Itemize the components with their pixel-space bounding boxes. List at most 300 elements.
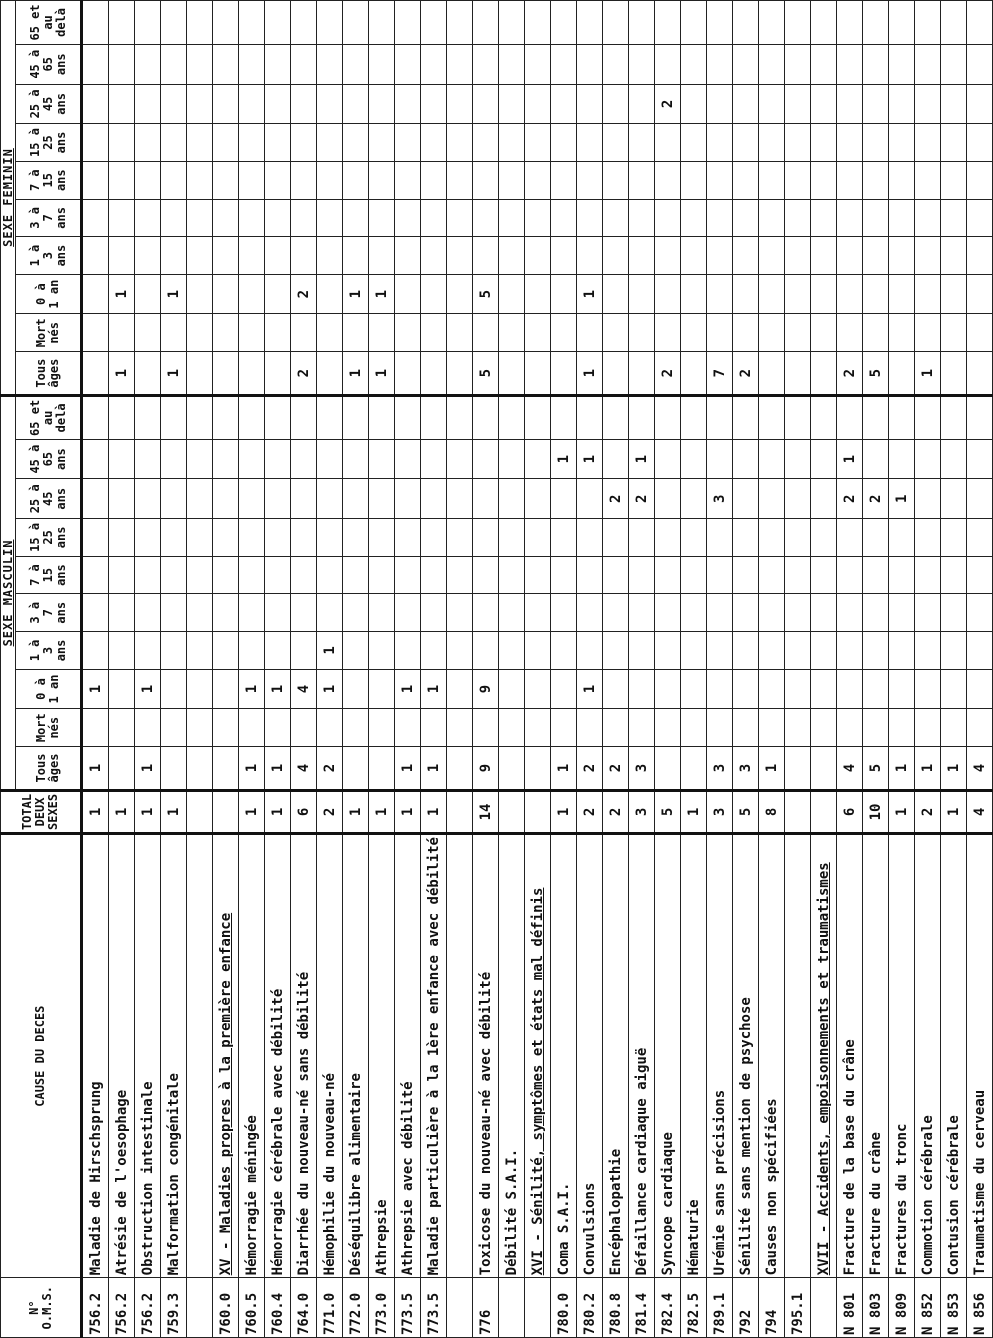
total-cell: 1 [551,790,577,833]
total-cell: 1 [135,790,161,833]
feminin-count-cell [915,1,941,45]
feminin-count-cell [863,314,889,352]
masculin-count-cell [82,556,109,594]
feminin-count-cell: 2 [733,352,759,396]
oms-code-cell: 795.1 [785,1278,811,1338]
feminin-count-cell [447,237,473,275]
feminin-count-cell [759,274,785,313]
masculin-count-cell [499,594,525,632]
feminin-count-cell [421,274,447,313]
masculin-count-cell [213,396,239,440]
feminin-count-cell [811,274,837,313]
cause-cell: Maladie particulière à la 1ère enfance avec débilité [421,834,447,1278]
masculin-count-cell [785,396,811,440]
masculin-count-cell: 1 [239,669,265,708]
feminin-count-cell [863,199,889,237]
masculin-count-cell [213,479,239,519]
masculin-count-cell [525,669,551,708]
oms-code-cell: 756.2 [135,1278,161,1338]
masculin-count-cell [941,439,967,479]
table-row [707,1,733,1338]
feminin-count-cell [447,314,473,352]
feminin-count-cell [369,1,395,45]
masculin-count-cell: 1 [889,479,915,519]
feminin-count-cell [733,314,759,352]
masculin-count-cell [915,632,941,670]
masculin-count-cell [421,594,447,632]
age-header-masculin: 65 et au delà [16,396,82,440]
feminin-count-cell [733,84,759,124]
masculin-count-cell [811,479,837,519]
total-cell [525,790,551,833]
masculin-count-cell [343,556,369,594]
feminin-count-cell [473,124,499,162]
feminin-count-cell [499,352,525,396]
masculin-count-cell [239,709,265,747]
feminin-count-cell [629,199,655,237]
feminin-count-cell [603,84,629,124]
age-header-feminin: 0 à 1 an [16,274,82,313]
masculin-count-cell: 4 [967,747,993,791]
feminin-count-cell [447,44,473,84]
feminin-count-cell [759,314,785,352]
masculin-count-cell: 1 [551,747,577,791]
masculin-count-cell [369,556,395,594]
total-cell: 1 [889,790,915,833]
feminin-count-cell [551,352,577,396]
masculin-count-cell: 1 [629,439,655,479]
cause-header: CAUSE DU DECES [1,834,82,1278]
masculin-count-cell [915,594,941,632]
feminin-count-cell [629,44,655,84]
total-cell: 1 [369,790,395,833]
masculin-count-cell [759,669,785,708]
masculin-count-cell [941,479,967,519]
masculin-count-cell [291,396,317,440]
masculin-count-cell [681,556,707,594]
masculin-count-cell [863,556,889,594]
masculin-count-cell [395,556,421,594]
masculin-count-cell [239,632,265,670]
masculin-count-cell [239,479,265,519]
feminin-count-cell [941,199,967,237]
masculin-count-cell [941,669,967,708]
masculin-count-cell: 3 [733,747,759,791]
feminin-count-cell [421,352,447,396]
feminin-count-cell [863,237,889,275]
masculin-count-cell: 1 [915,747,941,791]
masculin-count-cell [317,594,343,632]
masculin-count-cell [863,669,889,708]
masculin-count-cell [525,439,551,479]
feminin-count-cell [291,124,317,162]
feminin-count-cell [629,124,655,162]
feminin-count-cell [837,199,863,237]
masculin-count-cell [447,396,473,440]
total-cell: 2 [577,790,603,833]
feminin-count-cell [525,44,551,84]
feminin-count-cell [213,161,239,199]
masculin-count-cell [681,709,707,747]
feminin-count-cell [629,352,655,396]
feminin-count-cell [135,84,161,124]
feminin-count-cell [109,199,135,237]
feminin-count-cell [915,124,941,162]
feminin-count-cell [863,44,889,84]
feminin-count-cell [889,124,915,162]
feminin-count-cell [291,314,317,352]
feminin-count-cell [82,124,109,162]
table-row [759,1,785,1338]
masculin-count-cell [629,556,655,594]
table-row [733,1,759,1338]
masculin-count-cell [889,556,915,594]
masculin-count-cell [785,479,811,519]
feminin-count-cell [889,199,915,237]
feminin-count-cell [187,44,213,84]
masculin-count-cell [421,709,447,747]
feminin-count-cell [343,314,369,352]
masculin-count-cell [213,519,239,557]
feminin-count-cell [707,314,733,352]
feminin-count-cell [395,274,421,313]
total-cell: 14 [473,790,499,833]
table-row [395,1,421,1338]
masculin-count-cell [525,632,551,670]
masculin-count-cell [473,556,499,594]
masculin-count-cell [863,519,889,557]
feminin-count-cell [759,352,785,396]
feminin-count-cell [109,237,135,275]
feminin-count-cell [811,314,837,352]
masculin-count-cell [161,594,187,632]
feminin-count-cell [82,352,109,396]
masculin-count-cell [551,594,577,632]
feminin-count-cell [187,161,213,199]
table-row [291,1,317,1338]
masculin-count-cell [811,519,837,557]
masculin-count-cell [733,439,759,479]
feminin-count-cell [785,274,811,313]
feminin-count-cell [759,124,785,162]
masculin-count-cell [265,709,291,747]
oms-code-cell: 760.4 [265,1278,291,1338]
masculin-count-cell [811,594,837,632]
total-cell: 1 [941,790,967,833]
feminin-count-cell [187,352,213,396]
masculin-count-cell [473,479,499,519]
masculin-count-cell [525,479,551,519]
feminin-count-cell [291,84,317,124]
feminin-count-cell [473,44,499,84]
feminin-count-cell [577,44,603,84]
masculin-count-cell [499,556,525,594]
masculin-count-cell [603,632,629,670]
feminin-count-cell [473,237,499,275]
feminin-count-cell [759,84,785,124]
masculin-count-cell [655,747,681,791]
feminin-count-cell [889,44,915,84]
feminin-count-cell [915,274,941,313]
feminin-count-cell [265,352,291,396]
masculin-count-cell [499,439,525,479]
feminin-count-cell [707,161,733,199]
masculin-count-cell [629,669,655,708]
feminin-count-cell: 2 [655,352,681,396]
feminin-count-cell [915,161,941,199]
oms-code-cell: 773.5 [421,1278,447,1338]
masculin-count-cell [239,439,265,479]
age-header-feminin: 25 à 45 ans [16,84,82,124]
group-header-row [1,1,16,1338]
feminin-count-cell [837,44,863,84]
feminin-count-cell [213,274,239,313]
total-cell: 1 [681,790,707,833]
feminin-count-cell [889,84,915,124]
feminin-count-cell [395,161,421,199]
feminin-count-cell [187,314,213,352]
feminin-count-cell [759,161,785,199]
masculin-count-cell [395,709,421,747]
masculin-count-cell: 1 [395,747,421,791]
feminin-count-cell [187,84,213,124]
masculin-count-cell [265,479,291,519]
masculin-count-cell [967,556,993,594]
table-row [421,1,447,1338]
age-header-feminin: 65 et au delà [16,1,82,45]
feminin-count-cell [837,1,863,45]
masculin-count-cell [447,709,473,747]
feminin-count-cell [941,161,967,199]
table-row [629,1,655,1338]
masculin-count-cell [187,669,213,708]
masculin-count-cell [187,396,213,440]
age-header-feminin: Mort nés [16,314,82,352]
feminin-count-cell [889,352,915,396]
sexe-masculin-header: SEXE MASCULIN [1,396,16,791]
feminin-count-cell [733,161,759,199]
feminin-count-cell [811,84,837,124]
table-row [681,1,707,1338]
masculin-count-cell [811,632,837,670]
masculin-count-cell [811,669,837,708]
feminin-count-cell [551,274,577,313]
feminin-count-cell [499,1,525,45]
total-cell [499,790,525,833]
masculin-count-cell [343,594,369,632]
feminin-count-cell [967,237,993,275]
feminin-count-cell [785,44,811,84]
oms-code-cell [447,1278,473,1338]
feminin-count-cell [291,44,317,84]
masculin-count-cell [837,519,863,557]
masculin-count-cell [82,519,109,557]
feminin-count-cell: 2 [655,84,681,124]
feminin-count-cell: 1 [577,352,603,396]
masculin-count-cell: 1 [135,669,161,708]
masculin-count-cell [369,709,395,747]
feminin-count-cell [889,237,915,275]
masculin-count-cell [915,479,941,519]
cause-cell: Fracture du crâne [863,834,889,1278]
feminin-count-cell [551,44,577,84]
masculin-count-cell [889,439,915,479]
feminin-count-cell [941,352,967,396]
feminin-count-cell [863,1,889,45]
masculin-count-cell [213,632,239,670]
table-row [811,1,837,1338]
table-row [343,1,369,1338]
feminin-count-cell [421,1,447,45]
feminin-count-cell [135,314,161,352]
age-header-masculin: 7 à 15 ans [16,556,82,594]
oms-code-cell: N 809 [889,1278,915,1338]
feminin-count-cell [915,237,941,275]
masculin-count-cell [447,479,473,519]
masculin-count-cell [421,556,447,594]
masculin-count-cell [577,632,603,670]
table-row [603,1,629,1338]
masculin-count-cell [915,556,941,594]
feminin-count-cell [681,44,707,84]
feminin-count-cell [603,352,629,396]
table-row [82,1,109,1338]
feminin-count-cell [369,44,395,84]
feminin-count-cell: 5 [473,352,499,396]
feminin-count-cell [915,199,941,237]
masculin-count-cell [733,479,759,519]
masculin-count-cell [369,396,395,440]
masculin-count-cell: 1 [82,747,109,791]
feminin-count-cell [395,199,421,237]
masculin-count-cell [213,594,239,632]
feminin-count-cell [317,237,343,275]
masculin-count-cell [499,632,525,670]
feminin-count-cell [317,44,343,84]
feminin-count-cell [707,44,733,84]
masculin-count-cell: 1 [421,747,447,791]
feminin-count-cell [525,199,551,237]
feminin-count-cell [369,199,395,237]
oms-code-cell: 772.0 [343,1278,369,1338]
feminin-count-cell [655,161,681,199]
feminin-count-cell [967,274,993,313]
feminin-count-cell: 1 [343,274,369,313]
age-header-feminin: 15 à 25 ans [16,124,82,162]
feminin-count-cell [941,1,967,45]
feminin-count-cell [421,161,447,199]
feminin-count-cell [785,161,811,199]
masculin-count-cell [187,632,213,670]
cause-cell: Maladie de Hirschsprung [82,834,109,1278]
feminin-count-cell [447,352,473,396]
cause-cell: Hémorragie cérébrale avec débilité [265,834,291,1278]
masculin-count-cell [941,396,967,440]
masculin-count-cell [915,669,941,708]
feminin-count-cell [655,314,681,352]
masculin-count-cell [109,632,135,670]
feminin-count-cell [343,161,369,199]
cause-cell [785,834,811,1278]
masculin-count-cell [967,479,993,519]
masculin-count-cell [135,709,161,747]
masculin-count-cell [785,669,811,708]
feminin-count-cell [239,161,265,199]
masculin-count-cell [759,479,785,519]
table-row [473,1,499,1338]
feminin-count-cell: 1 [369,352,395,396]
feminin-count-cell [265,237,291,275]
age-header-feminin: 1 à 3 ans [16,237,82,275]
feminin-count-cell [707,124,733,162]
masculin-count-cell [135,594,161,632]
feminin-count-cell [317,84,343,124]
masculin-count-cell [889,669,915,708]
masculin-count-cell [785,747,811,791]
feminin-count-cell [161,161,187,199]
masculin-count-cell [213,556,239,594]
feminin-count-cell [317,314,343,352]
cause-cell: XVII - Accidents, empoisonnements et traumatismes [811,834,837,1278]
masculin-count-cell [395,594,421,632]
masculin-count-cell [967,709,993,747]
masculin-count-cell [187,479,213,519]
total-cell: 5 [733,790,759,833]
feminin-count-cell [265,124,291,162]
masculin-count-cell: 2 [863,479,889,519]
feminin-count-cell [603,161,629,199]
feminin-count-cell [473,1,499,45]
feminin-count-cell: 1 [161,274,187,313]
feminin-count-cell [187,274,213,313]
table-row [889,1,915,1338]
oms-code-cell: 792 [733,1278,759,1338]
masculin-count-cell [655,594,681,632]
table-row [863,1,889,1338]
feminin-count-cell [733,199,759,237]
feminin-count-cell [525,84,551,124]
feminin-count-cell [82,199,109,237]
feminin-count-cell [915,44,941,84]
cause-cell: XV - Maladies propres à la première enfance [213,834,239,1278]
masculin-count-cell: 1 [317,669,343,708]
age-header-feminin: 3 à 7 ans [16,199,82,237]
masculin-count-cell [161,669,187,708]
masculin-count-cell [109,594,135,632]
oms-code-cell: 794 [759,1278,785,1338]
cause-cell: Débilité S.A.I. [499,834,525,1278]
feminin-count-cell [525,274,551,313]
feminin-count-cell [447,84,473,124]
masculin-count-cell [187,747,213,791]
total-cell: 1 [343,790,369,833]
masculin-count-cell [82,439,109,479]
masculin-count-cell [343,439,369,479]
feminin-count-cell [655,199,681,237]
feminin-count-cell [707,199,733,237]
feminin-count-cell [447,124,473,162]
feminin-count-cell [395,124,421,162]
feminin-count-cell [187,199,213,237]
masculin-count-cell [889,709,915,747]
age-header-masculin: Tous âges [16,747,82,791]
masculin-count-cell [161,396,187,440]
feminin-count-cell [161,199,187,237]
oms-code-cell: 789.1 [707,1278,733,1338]
table-row [915,1,941,1338]
masculin-count-cell [369,479,395,519]
feminin-count-cell [629,1,655,45]
